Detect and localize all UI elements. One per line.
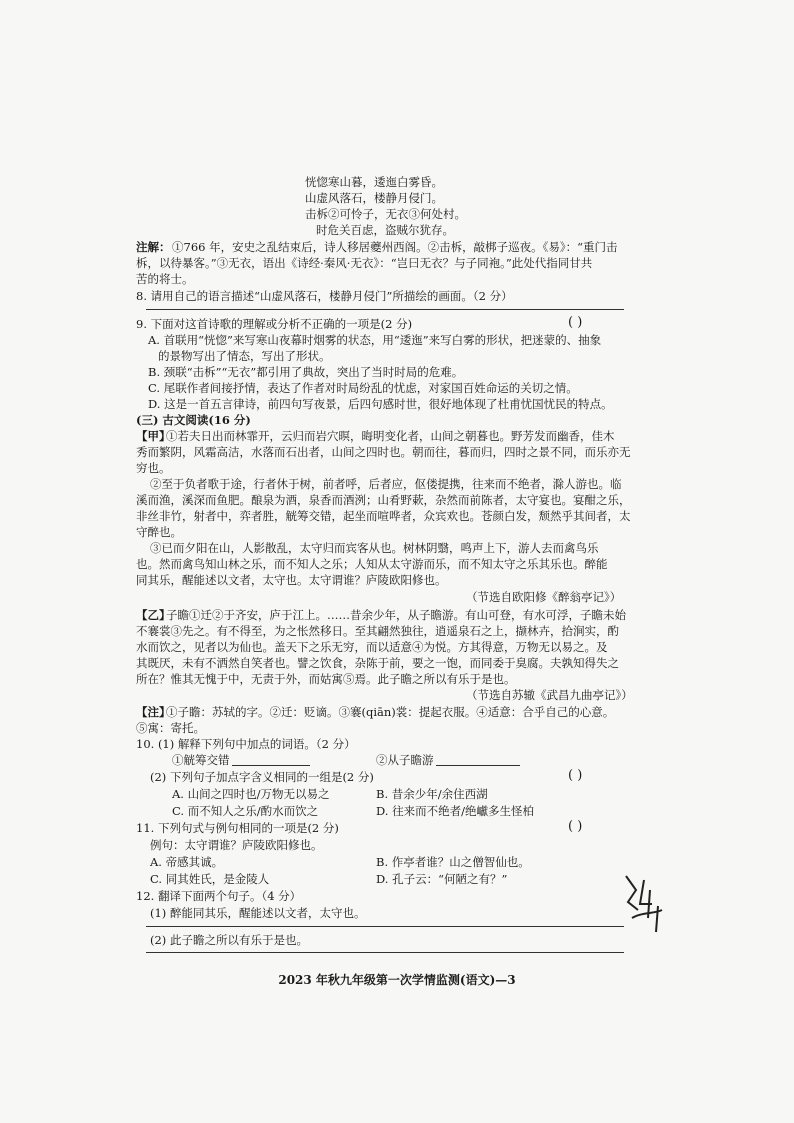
question-10-stem: 10. (1) 解释下列句中加点的词语。（2 分）	[136, 737, 356, 751]
q10-sub-2: (2) 下列句子加点字含义相同的一组是(2 分)	[150, 770, 374, 784]
q10-option-d: D. 往来而不绝者/绝巘多生怪柏	[376, 804, 534, 818]
jia-line: 同其乐，醒能述以文者，太守也。太守谓谁？庐陵欧阳修也。	[136, 573, 447, 587]
poem-line-1: 恍惚寒山暮，逶迤白雾昏。	[305, 175, 443, 189]
question-9-stem: 9. 下面对这首诗歌的理解或分析不正确的一项是(2 分)	[136, 317, 413, 331]
answer-bracket-q9[interactable]: ( )	[568, 315, 583, 330]
yi-line: 不褰裳③先之。有不得至，为之怅然移日。至其翩然独往，逍遥泉石之上，撷林卉，拾涧实，酌	[136, 624, 619, 638]
note-line-3: 苦的将士。	[136, 272, 194, 286]
q12-sentence-1: (1) 醉能同其乐，醒能述以文者，太守也。	[150, 906, 366, 920]
jia-line: ①若夫日出而林霏开，云归而岩穴暝，晦明变化者，山间之朝暮也。野芳发而幽香，佳木	[166, 429, 615, 443]
answer-line-q12-2[interactable]	[146, 952, 624, 953]
note-line-2: 柝，以待暴客。”③无衣，语出《诗经·秦风·无衣》：“岂曰无衣？与子同袍。”此处代指同甘共	[136, 256, 593, 270]
question-11-stem: 11. 下列句式与例句相同的一项是(2 分)	[136, 821, 339, 835]
jia-line: 守醉也。	[136, 525, 182, 539]
jia-line: 穷也。	[136, 461, 171, 475]
q11-option-d: D. 孔子云：“何陋之有？”	[376, 872, 508, 886]
q11-example: 例句：太守谓谁？庐陵欧阳修也。	[150, 838, 323, 852]
jia-source: （节选自欧阳修《醉翁亭记》）	[466, 590, 622, 604]
q9-option-a-cont: 的景物写出了情态，写出了形状。	[158, 349, 331, 363]
zhu-label: 【注】	[136, 705, 171, 719]
yi-line: 其既厌，未有不洒然自笑者也。譬之饮食，杂陈于前，要之一饱，而同委于臭腐。夫孰知得失之	[136, 656, 619, 670]
poem-line-4: 时危关百虑，盗贼尔犹存。	[316, 223, 454, 237]
answer-line-q8[interactable]	[146, 309, 624, 310]
jia-line: ③已而夕阳在山，人影散乱，太守归而宾客从也。树林阴翳，鸣声上下，游人去而禽鸟乐	[150, 541, 599, 555]
q9-option-d: D. 这是一首五言律诗，前四句写夜景，后四句感时世，很好地体现了杜甫忧国忧民的特点。	[148, 397, 613, 411]
q10-item-1: ①觥筹交错	[172, 753, 230, 767]
answer-bracket-q10[interactable]: ( )	[568, 768, 583, 783]
zhu-line-2: ⑤寓：寄托。	[136, 721, 205, 735]
answer-blank-q10-2[interactable]	[436, 765, 520, 766]
yi-label: 【乙】	[136, 608, 171, 622]
q12-sentence-2: (2) 此子瞻之所以有乐于是也。	[150, 933, 308, 947]
answer-line-q12-1[interactable]	[146, 926, 624, 927]
yi-source: （节选自苏辙《武昌九曲亭记》）	[466, 688, 633, 702]
answer-bracket-q11[interactable]: ( )	[568, 819, 583, 834]
q9-option-b: B. 颈联“击柝”“无衣”都引用了典故，突出了当时时局的危难。	[148, 365, 464, 379]
handwritten-score-mark	[618, 870, 672, 940]
yi-line: 所在？惟其无愧于中，无责于外，而姑寓⑤焉。此子瞻之所以有乐于是也。	[136, 672, 516, 686]
q10-option-a: A. 山间之四时也/万物无以易之	[172, 787, 330, 801]
jia-line: 非丝非竹，射者中，弈者胜，觥筹交错，起坐而喧哗者，众宾欢也。苍颜白发，颓然乎其间者，太	[136, 509, 631, 523]
q10-option-b: B. 昔余少年/余住西湖	[376, 787, 488, 801]
q9-option-c: C. 尾联作者间接抒情，表达了作者对时局纷乱的忧虑，对家国百姓命运的关切之情。	[148, 381, 578, 395]
answer-blank-q10-1[interactable]	[232, 765, 310, 766]
q11-option-a: A. 帝感其诚。	[150, 855, 224, 869]
note-label: 注解：	[136, 240, 171, 254]
yi-line: 水而饮之，见者以为仙也。盖天下之乐无穷，而以适意④为悦。方其得意，万物无以易之。及	[136, 640, 608, 654]
section-3-title: (三) 古文阅读(16 分)	[136, 413, 251, 427]
page-footer: 2023 年秋九年级第一次学情监测(语文)—3	[278, 973, 516, 987]
zhu-line-1: ①子瞻：苏轼的字。②迁：贬谪。③褰(qiān)裳：提起衣服。④适意：合乎自己的心意。	[166, 705, 615, 719]
question-8: 8. 请用自己的语言描述“山虚风落石，楼静月侵门”所描绘的画面。（2 分）	[136, 289, 513, 303]
q10-item-2: ②从子瞻游	[376, 753, 434, 767]
jia-line: 溪而渔，溪深而鱼肥。酿泉为酒，泉香而酒洌；山肴野蔌，杂然而前陈者，太守宴也。宴酣之乐，	[136, 493, 631, 507]
q11-option-b: B. 作亭者谁？山之僧智仙也。	[376, 855, 530, 869]
jia-line: ②至于负者歌于途，行者休于树，前者呼，后者应，伛偻提携，往来而不绝者，滁人游也。临	[150, 477, 622, 491]
question-12-stem: 12. 翻译下面两个句子。（4 分）	[136, 889, 302, 903]
yi-line: 子瞻①迁②于齐安，庐于江上。……昔余少年，从子瞻游。有山可登，有水可浮，子瞻未始	[166, 608, 626, 622]
jia-label: 【甲】	[136, 429, 171, 443]
q10-option-c: C. 而不知人之乐/酌水而饮之	[172, 804, 319, 818]
poem-line-2: 山虚风落石，楼静月侵门。	[305, 191, 443, 205]
poem-line-3: 击柝②可怜子，无衣③何处村。	[305, 207, 466, 221]
note-line-1: ①766 年，安史之乱结束后，诗人移居夔州西阁。②击柝，敲梆子巡夜。《易》：“重门击	[172, 240, 618, 254]
jia-line: 也。然而禽鸟知山林之乐，而不知人之乐；人知从太守游而乐，而不知太守之乐其乐也。醉能	[136, 557, 608, 571]
q11-option-c: C. 同其姓氏，是金陵人	[150, 872, 270, 886]
jia-line: 秀而繁阴，风霜高洁，水落而石出者，山间之四时也。朝而往，暮而归，四时之景不同，而乐亦无	[136, 445, 631, 459]
q9-option-a: A. 首联用“恍惚”来写寒山夜幕时烟雾的状态，用“逶迤”来写白雾的形状，把迷蒙的、抽象	[148, 333, 602, 347]
